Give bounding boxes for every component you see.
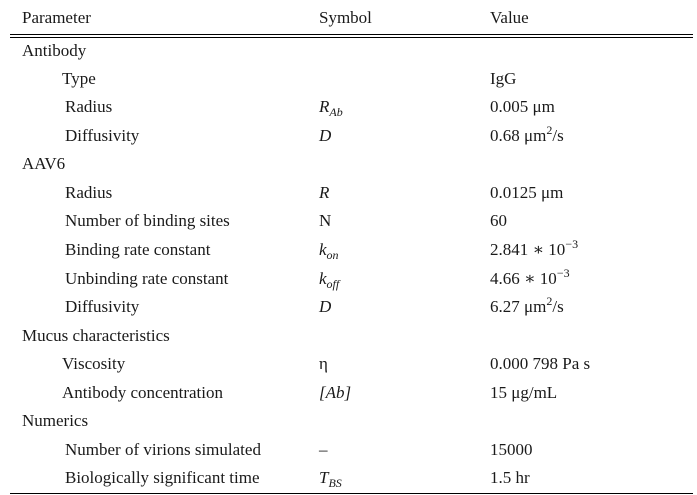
header-value: Value	[490, 8, 529, 27]
section-row-antibody	[0, 37, 697, 65]
param-value: 15 μg/mL	[490, 383, 558, 402]
param-label: Number of binding sites	[65, 211, 230, 230]
table-row	[0, 436, 697, 464]
param-label: Antibody concentration	[62, 383, 223, 402]
table-row	[0, 464, 697, 492]
param-symbol: η	[319, 354, 328, 373]
param-value: 60	[490, 211, 507, 230]
param-label: Type	[62, 69, 96, 88]
table-row	[0, 93, 697, 121]
header-parameter: Parameter	[22, 8, 91, 27]
param-label: Number of virions simulated	[65, 440, 261, 459]
table-row	[0, 350, 697, 378]
param-symbol: D	[319, 126, 332, 145]
table-row	[0, 379, 697, 407]
section-title-aav6: AAV6	[22, 154, 66, 173]
bottom-rule	[10, 493, 693, 494]
param-symbol: $k_{on}$	[319, 240, 339, 262]
param-value: 15000	[490, 440, 533, 459]
param-symbol: $R_{Ab}$	[319, 97, 343, 119]
param-label: Viscosity	[62, 354, 126, 373]
param-value: 0.68 $\mu m^2/s$	[490, 123, 564, 145]
param-value: IgG	[490, 69, 517, 88]
param-label: Radius	[65, 97, 113, 116]
header-rule	[10, 34, 693, 35]
section-title-antibody: Antibody	[22, 41, 87, 60]
param-label: Binding rate constant	[65, 240, 211, 259]
param-value: 0.0125 μm	[490, 183, 564, 202]
param-symbol: D	[319, 297, 332, 316]
section-row-mucus	[0, 322, 697, 350]
param-label: Radius	[65, 183, 113, 202]
table-row	[0, 265, 697, 293]
param-symbol: $k_{off}$	[319, 269, 340, 291]
param-label: Diffusivity	[65, 297, 140, 316]
param-symbol: [Ab]	[319, 383, 352, 402]
param-value: 6.27 $\mu m^2/s$	[490, 294, 564, 316]
param-symbol: –	[319, 440, 328, 459]
section-row-aav6	[0, 150, 697, 178]
header-symbol: Symbol	[319, 8, 372, 27]
param-label: Unbinding rate constant	[65, 269, 229, 288]
section-title-mucus: Mucus characteristics	[22, 326, 170, 345]
param-value: 2.841 ∗ $10^{-3}$	[490, 237, 579, 259]
param-value: 0.000 798 Pa s	[490, 354, 591, 373]
table-row	[0, 207, 697, 235]
param-label: Diffusivity	[65, 126, 140, 145]
param-symbol: R	[319, 183, 330, 202]
table-row	[0, 122, 697, 150]
param-value: 1.5 hr	[490, 468, 530, 487]
param-value: 0.005 μm	[490, 97, 555, 116]
section-title-numerics: Numerics	[22, 411, 89, 430]
section-row-numerics	[0, 407, 697, 435]
table-row	[0, 65, 697, 93]
table-row	[0, 179, 697, 207]
param-label: Biologically significant time	[65, 468, 260, 487]
param-value: 4.66 ∗ $10^{-3}$	[490, 266, 570, 288]
table-row	[0, 293, 697, 321]
table-row	[0, 236, 697, 264]
param-symbol: N	[319, 211, 332, 230]
param-symbol: $T_{BS}$	[319, 468, 342, 490]
